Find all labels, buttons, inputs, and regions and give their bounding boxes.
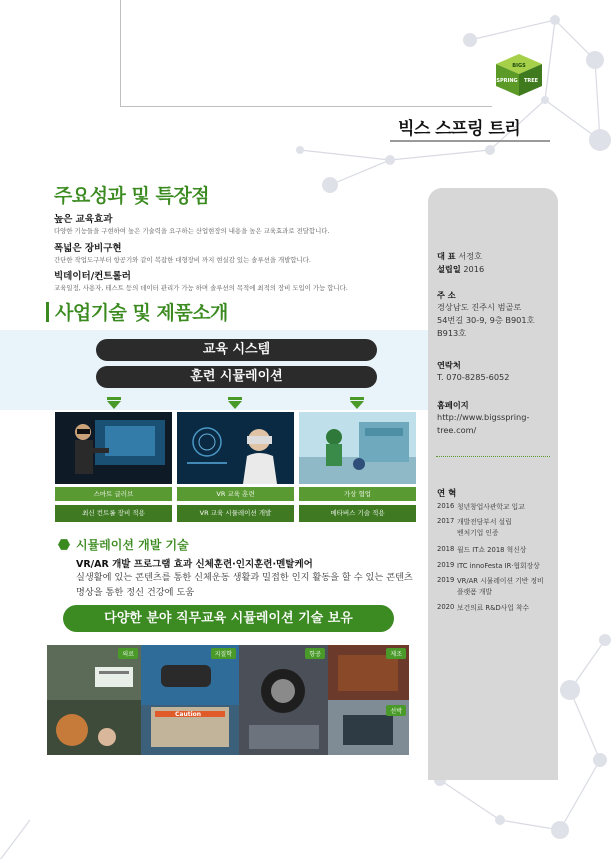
contact-block (437, 360, 509, 384)
achievement-heading: 빅데이터/컨트롤러 (54, 271, 131, 282)
history-event: ITC innoFesta IR·협회장상 (457, 562, 540, 570)
simulation-description: 실생활에 있는 콘텐츠를 통한 신체운동 생활과 밀접한 인지 활동을 할 수 있는 콘텐츠 명상을 통한 정신 건강에 도움 (76, 572, 413, 598)
founded-value: 2016 (463, 264, 485, 274)
contact-label: 연락처 (437, 360, 461, 370)
history-event: 보건의료 R&D사업 착수 (457, 604, 530, 612)
history-year: 2019 (437, 561, 455, 569)
header-frame (120, 0, 492, 107)
ceo-label: 대 표 (437, 251, 456, 261)
company-info-panel (428, 188, 558, 780)
history-item (437, 561, 555, 572)
achievement-heading: 폭넓은 장비구현 (54, 243, 122, 254)
history-item (437, 603, 555, 614)
field-tag: 항공 (305, 648, 325, 659)
field-tag: 제조 (386, 648, 406, 659)
simulation-subtitle: VR/AR 개발 프로그램 효과 신체훈련·인지훈련·멘탈케어 (76, 559, 313, 570)
product-subcaption: VR 교육 시뮬레이션 개발 (177, 505, 294, 522)
field-tag: 지질학 (211, 648, 236, 659)
svg-text:SPRING: SPRING (496, 78, 518, 84)
product-caption: 가상 협업 (299, 487, 416, 501)
address-line: B913호 (437, 328, 467, 338)
achievement-item (54, 268, 414, 292)
ceo-row (437, 250, 482, 263)
history-year: 2017 (437, 517, 455, 525)
field-tag: 의료 (118, 648, 138, 659)
history-event: 개발전담부서 설립 벤처기업 인증 (457, 518, 512, 537)
company-name: 빅스 스프링 트리 (398, 119, 521, 139)
manufacturing-photo (328, 645, 409, 755)
history-title: 연 혁 (437, 489, 457, 499)
product-subcaption: 최신 컨트롤 장비 적용 (55, 505, 172, 522)
history-event: 월드 IT쇼 2018 혁신상 (457, 546, 527, 554)
address-block (437, 290, 535, 340)
tech-title (46, 298, 228, 325)
title-bar (46, 302, 49, 322)
ceo-value: 서정호 (458, 251, 483, 261)
history-year: 2019 (437, 576, 455, 584)
aviation-photo (239, 645, 328, 755)
history-item (437, 576, 555, 598)
homepage-label: 홈페이지 (437, 400, 469, 410)
achievement-description: 다양한 기능들을 구현하여 높은 기술력을 요구하는 산업현장의 내용을 높은 교육효과로 전달합니다. (54, 227, 330, 235)
simulation-photo-strip (47, 645, 409, 755)
homepage-link[interactable]: tree.com/ (437, 425, 477, 435)
homepage-link[interactable]: http://www.bigsspring- (437, 412, 530, 422)
founded-label: 설립일 (437, 264, 461, 274)
caution-label: Caution (175, 711, 202, 718)
achievement-item (54, 211, 414, 235)
dotted-divider (436, 456, 550, 457)
svg-text:BIGS: BIGS (512, 63, 526, 69)
company-logo (494, 52, 544, 98)
smart-glove-photo (55, 412, 172, 484)
achievements-title: 주요성과 및 특장점 (54, 185, 210, 207)
history-item (437, 545, 555, 556)
address-line: 54번길 30-9, 9층 B901호 (437, 315, 535, 325)
title-underline (390, 140, 550, 142)
training-simulation-pill: 훈련 시뮬레이션 (96, 366, 377, 388)
achievement-heading: 높은 교육효과 (54, 214, 113, 225)
education-system-pill: 교육 시스템 (96, 339, 377, 361)
virtual-collaboration-photo (299, 412, 416, 484)
achievement-item (54, 240, 414, 264)
product-caption: 스마트 글러브 (55, 487, 172, 501)
history-year: 2018 (437, 545, 455, 553)
homepage-block (437, 400, 529, 437)
simulation-title-text: 시뮬레이션 개발 기술 (76, 538, 189, 552)
down-arrow-icon (228, 401, 242, 409)
history-year: 2016 (437, 502, 455, 510)
product-caption: VR 교육 훈련 (177, 487, 294, 501)
skills-banner: 다양한 분야 직무교육 시뮬레이션 기술 보유 (63, 605, 394, 632)
field-tag: 선박 (386, 705, 406, 716)
achievement-description: 교육일정, 사용자, 테스트 등의 데이터 관리가 가능 하며 솔루션의 목적에 최적의 장비 도입이 가능 합니다. (54, 284, 348, 292)
medical-photo (47, 645, 141, 755)
geology-photo (141, 645, 239, 755)
down-arrow-icon (350, 401, 364, 409)
address-label: 주 소 (437, 290, 456, 300)
arrow-bar (228, 397, 242, 400)
history-event: VR/AR 시뮬레이션 기반 정비 플랫폼 개발 (457, 577, 544, 596)
founded-row (437, 263, 484, 276)
history-item (437, 502, 555, 513)
history-year: 2020 (437, 603, 455, 611)
history-item (437, 517, 555, 539)
product-subcaption: 메타버스 기술 적용 (299, 505, 416, 522)
down-arrow-icon (107, 401, 121, 409)
hexagon-icon (58, 539, 70, 551)
svg-text:TREE: TREE (523, 78, 539, 84)
contact-value: T. 070-8285-6052 (437, 372, 510, 382)
arrow-bar (107, 397, 121, 400)
address-line: 경상남도 진주시 범골로 (437, 302, 522, 312)
history-event: 청년창업사관학교 입교 (457, 503, 525, 511)
vr-training-photo (177, 412, 294, 484)
tech-title-text: 사업기술 및 제품소개 (55, 302, 228, 324)
arrow-bar (350, 397, 364, 400)
simulation-title (58, 536, 189, 553)
achievement-description: 간단한 작업도구부터 항공기와 같이 복잡한 대형장비 까지 현실감 있는 솔루션을 개발합니다. (54, 256, 311, 264)
